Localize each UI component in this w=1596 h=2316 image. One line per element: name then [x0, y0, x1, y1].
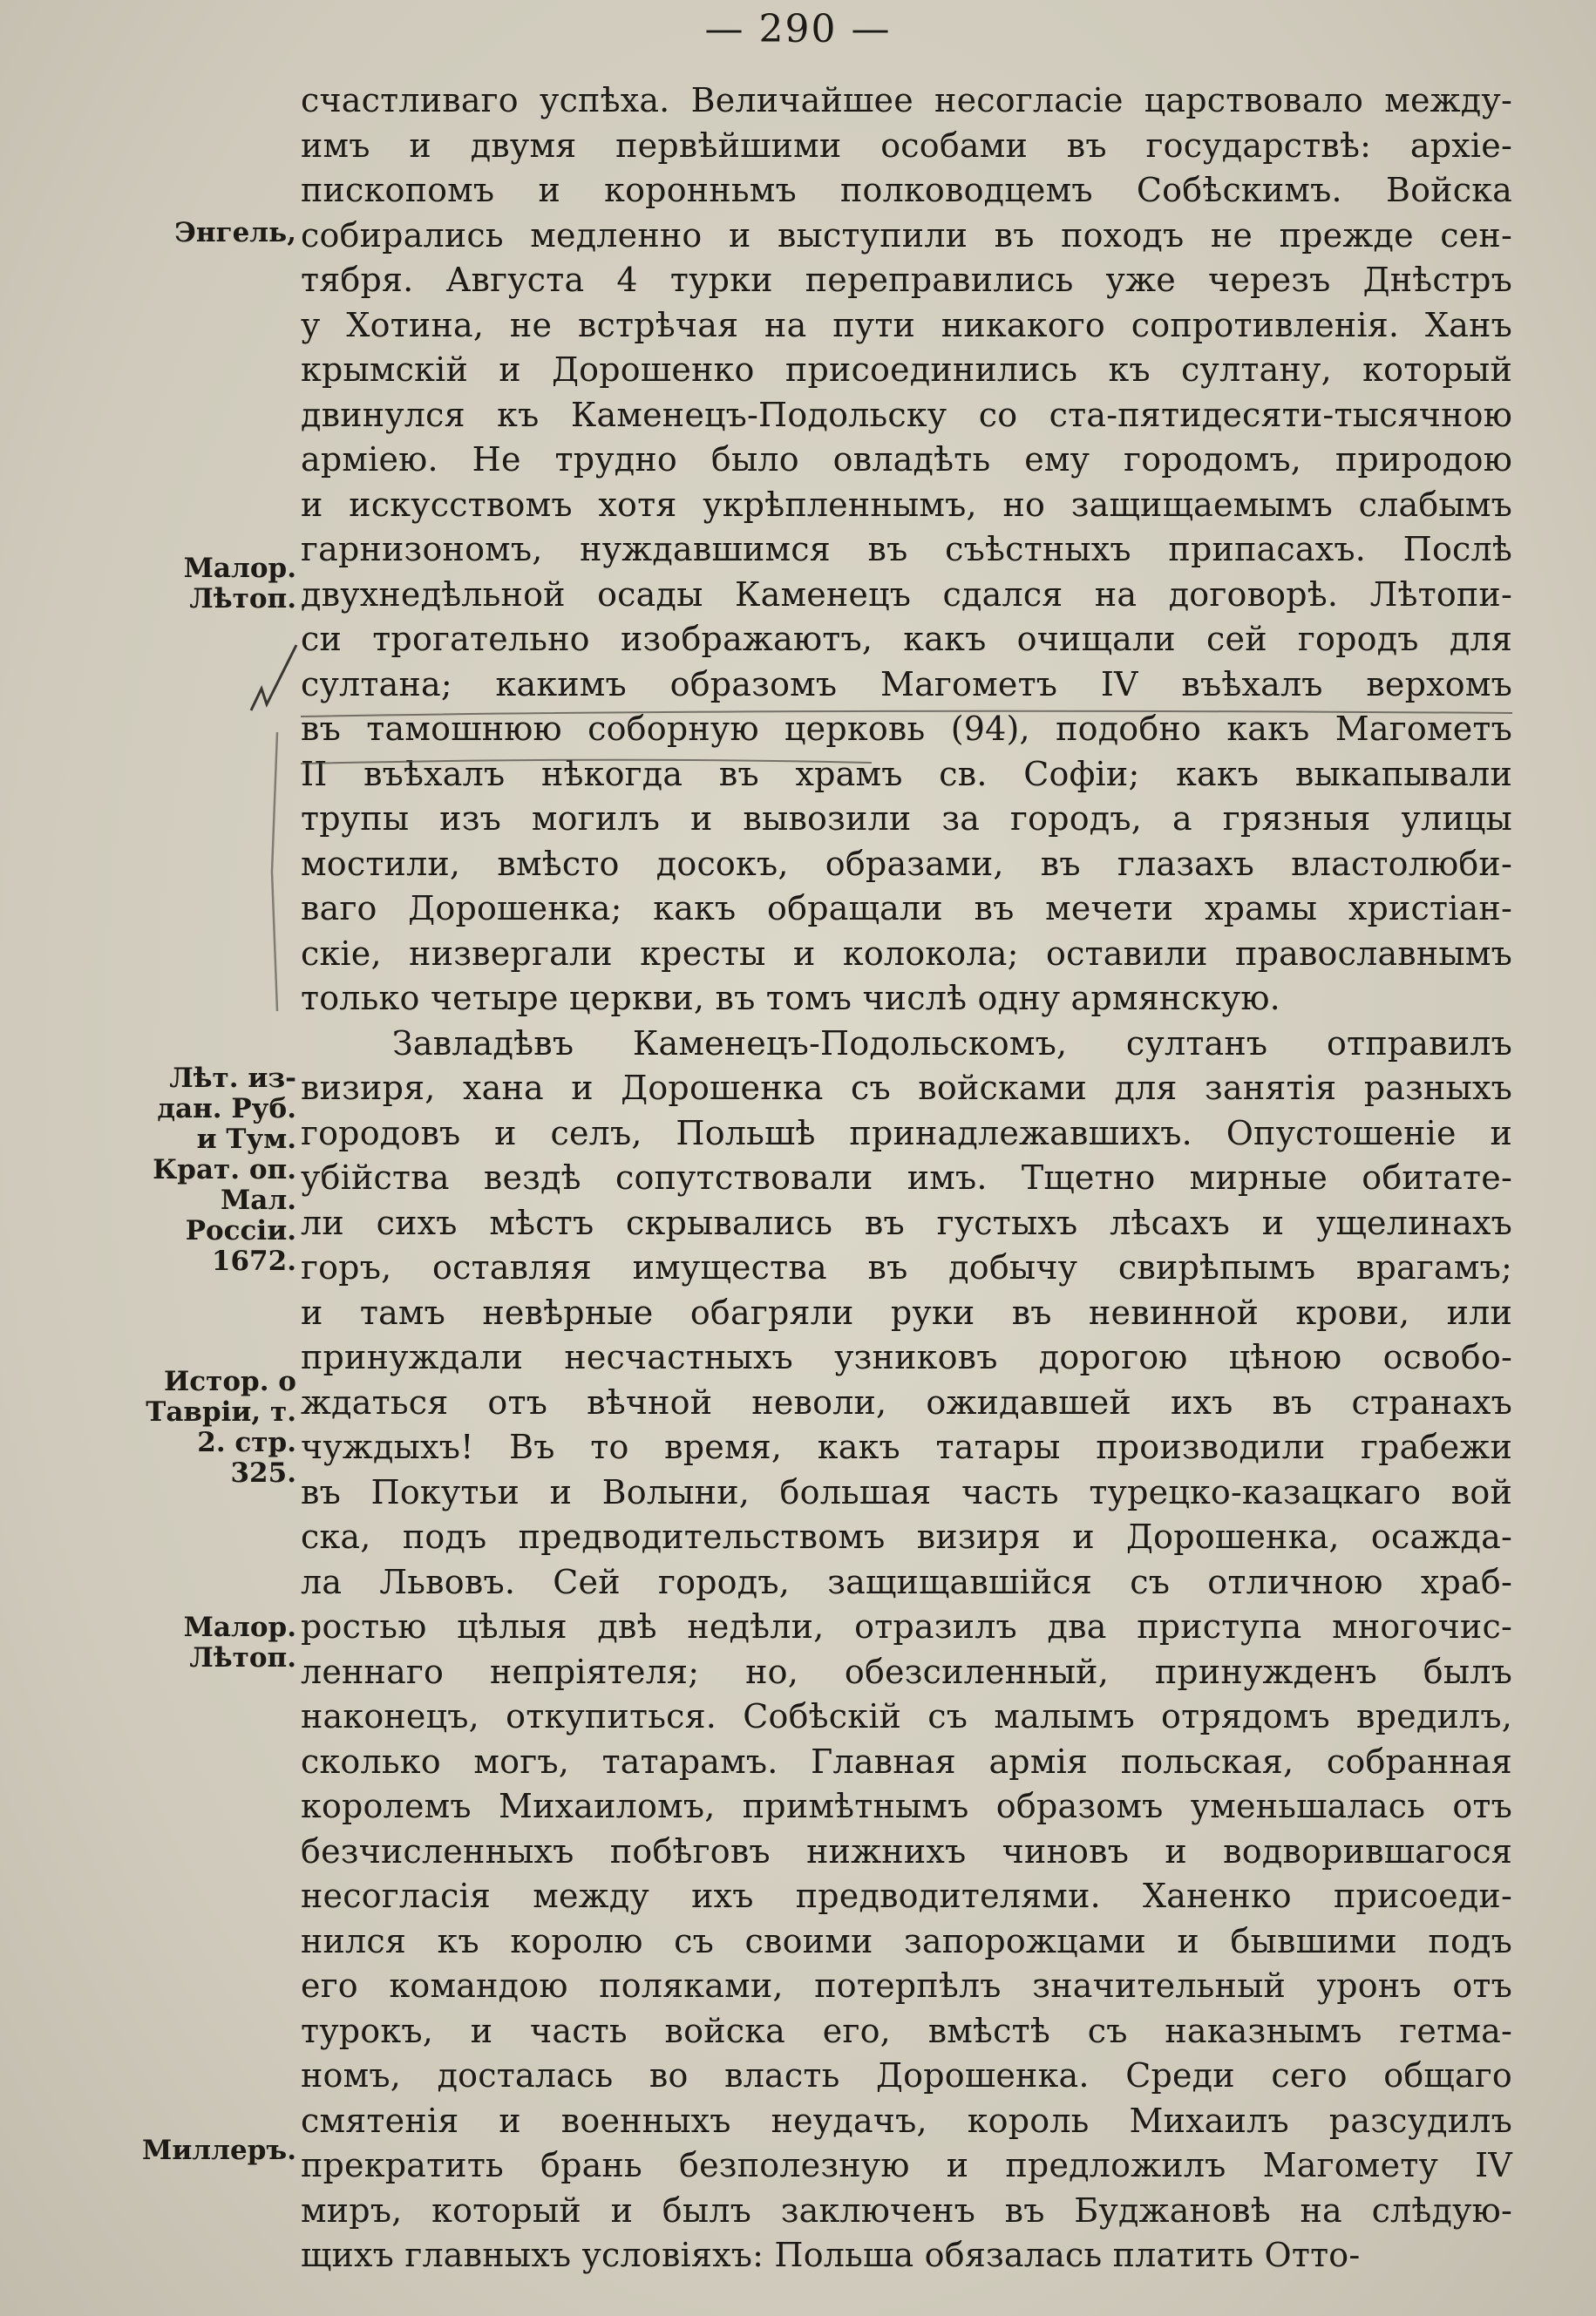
margin-note-line: Малор. [183, 553, 296, 584]
text-line: городовъ и селъ, Польшѣ принадлежавшихъ. Опустошеніе и [301, 1113, 1512, 1152]
margin-note-line: Тавріи, т. [146, 1396, 296, 1428]
text-line: собирались медленно и выступили въ походъ не прежде сен- [301, 215, 1512, 255]
text-line: наконецъ, откупиться. Собѣскій съ малымъ отрядомъ вредилъ, [301, 1697, 1512, 1735]
text-line: ваго Дорошенка; какъ обращали въ мечети храмы христіан- [301, 889, 1512, 927]
text-line: прекратить брань безполезную и предложилъ Магомету IV [301, 2146, 1512, 2184]
text-line: визиря, хана и Дорошенка съ войсками для занятія разныхъ [301, 1069, 1512, 1107]
text-line: си трогательно изображаютъ, какъ очищали сей городъ для [301, 620, 1512, 658]
margin-note-line: Россіи. [185, 1215, 296, 1246]
text-line: пископомъ и коронньмъ полководцемъ Собѣскимъ. Войска [301, 171, 1512, 209]
margin-note-line: дан. Руб. [157, 1093, 296, 1124]
text-line: миръ, который и былъ заключенъ въ Буджановѣ на слѣдую- [301, 2190, 1512, 2230]
text-line: двинулся къ Каменецъ-Подольску со ста-пятидесяти-тысячною [301, 395, 1512, 434]
text-line: несогласія между ихъ предводителями. Ханенко присоеди- [301, 1877, 1512, 1915]
text-line: у Хотина, не встрѣчая на пути никакого сопротивленія. Ханъ [301, 305, 1512, 344]
text-line: мостили, вмѣсто досокъ, образами, въ глазахъ властолюби- [301, 844, 1512, 883]
text-line: ждаться отъ вѣчной неволи, ожидавшей ихъ въ странахъ [301, 1382, 1512, 1422]
text-line: гарнизономъ, нуждавшимся въ съѣстныхъ припасахъ. Послѣ [301, 530, 1512, 568]
margin-note-line: Истор. о [164, 1366, 296, 1397]
margin-note-line: Миллеръ. [142, 2135, 296, 2166]
text-line: скіе, низвергали кресты и колокола; оставили православнымъ [301, 934, 1512, 973]
text-line: горъ, оставляя имущества въ добычу свирѣпымъ врагамъ; [301, 1248, 1512, 1287]
text-line: щихъ главныхъ условіяхъ: Польша обязалась платить Отто- [301, 2236, 1361, 2274]
text-line: двухнедѣльной осады Каменецъ сдался на договорѣ. Лѣтопи- [301, 574, 1512, 614]
margin-note-line: 2. стр. [197, 1427, 296, 1458]
margin-note-line: Лѣт. из- [169, 1063, 296, 1094]
margin-note-line: 325. [230, 1457, 296, 1489]
text-line: ли сихъ мѣстъ скрывались въ густыхъ лѣсахъ и ущелинахъ [301, 1203, 1512, 1242]
text-line: въ тамошнюю соборную церковь (94), подобно какъ Магометъ [301, 710, 1512, 748]
text-line: и тамъ невѣрные обагряли руки въ невинной крови, или [301, 1293, 1512, 1332]
text-line: счастливаго успѣха. Величайшее несогласіе царствовало между- [301, 81, 1512, 119]
text-line: сколько могъ, татарамъ. Главная армія польская, собранная [301, 1742, 1512, 1781]
text-line: тября. Августа 4 турки переправились уже черезъ Днѣстръ [301, 261, 1512, 299]
margin-note-line: 1672. [211, 1246, 296, 1277]
text-line: трупы изъ могилъ и вывозили за городъ, а грязныя улицы [301, 799, 1512, 838]
text-line: его командою поляками, потерпѣлъ значительный уронъ отъ [301, 1966, 1512, 2005]
margin-note-line: Крат. оп. [153, 1154, 296, 1185]
text-line: крымскій и Дорошенко присоединились къ султану, который [301, 350, 1512, 389]
text-line: имъ и двумя первѣйшими особами въ государствѣ: архіе- [301, 126, 1512, 165]
margin-note-line: и Тум. [196, 1124, 296, 1155]
text-line: леннаго непріятеля; но, обезсиленный, принужденъ былъ [301, 1652, 1512, 1691]
text-line: нился къ королю съ своими запорожцами и бывшими подъ [301, 1921, 1512, 1960]
margin-note-line: Лѣтоп. [189, 583, 296, 615]
text-line: султана; какимъ образомъ Магометъ IV въѣхалъ верхомъ [301, 664, 1512, 703]
margin-note-line: Энгель, [174, 217, 296, 248]
pencil-underline-2 [301, 760, 872, 764]
text-line: королемъ Михаиломъ, примѣтнымъ образомъ уменьшалась отъ [301, 1787, 1512, 1825]
text-line: ла Львовъ. Сей городъ, защищавшійся съ отличною храб- [301, 1562, 1512, 1601]
text-line: смятенія и военныхъ неудачъ, король Михаилъ разсудилъ [301, 2101, 1512, 2140]
text-line: убійства вездѣ сопутствовали имъ. Тщетно мирные обитате- [301, 1158, 1512, 1197]
pencil-bracket [272, 732, 277, 1011]
pencil-check-mark [251, 645, 296, 710]
text-line: арміею. Не трудно было овладѣть ему городомъ, природою [301, 440, 1512, 479]
margin-note-line: Малор. [183, 1612, 296, 1643]
margin-note-line: Мал. [220, 1185, 296, 1216]
text-line: принуждали несчастныхъ узниковъ дорогою цѣною освобо- [301, 1338, 1512, 1376]
text-line: чуждыхъ! Въ то время, какъ татары производили грабежи [301, 1428, 1512, 1466]
text-line: турокъ, и часть войска его, вмѣстѣ съ наказнымъ гетма- [301, 2011, 1512, 2050]
text-line: безчисленныхъ побѣговъ нижнихъ чиновъ и водворившагося [301, 1831, 1512, 1871]
page-number: — 290 — [704, 7, 892, 51]
text-line: номъ, досталась во власть Дорошенка. Среди сего общаго [301, 2056, 1512, 2095]
margin-note-line: Лѣтоп. [189, 1642, 296, 1674]
text-line: Завладѣвъ Каменецъ-Подольскомъ, султанъ отправилъ [392, 1023, 1512, 1063]
text-line: и искусствомъ хотя укрѣпленнымъ, но защищаемымъ слабымъ [301, 485, 1512, 524]
text-line: только четыре церкви, въ томъ числѣ одну армянскую. [301, 979, 1280, 1017]
text-line: ростью цѣлыя двѣ недѣли, отразилъ два приступа многочис- [301, 1607, 1512, 1646]
pencil-underline-1 [301, 711, 1512, 717]
text-line: въ Покутьи и Волыни, большая часть турецко-казацкаго вой [301, 1472, 1512, 1511]
text-line: II въѣхалъ нѣкогда въ храмъ св. Софіи; какъ выкапывали [301, 754, 1512, 793]
text-line: ска, подъ предводительствомъ визиря и Дорошенка, осажда- [301, 1518, 1512, 1556]
